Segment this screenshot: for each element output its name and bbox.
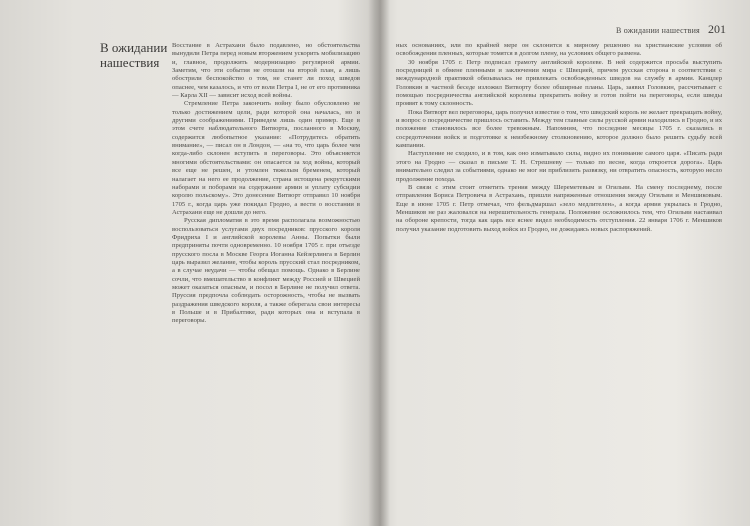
- page-number: 201: [708, 22, 726, 36]
- paragraph: Стремление Петра закончить войну было обусловлено не только достижением цели, ради которой она началась, но и другими соображениями. Приведем лишь один пример. Еще в этом счете наблюдательного Витворта, посланного в Москву, содержится любопытное указание: «Потрудитесь обратить внимание», — писал он в Лондон, — «на то, что царь более чем когда-либо склонен вступить в переговоры. Это объясняется многими обстоятельствами: он опасается за ход войны, который все еще не решен, и утомлен тяжелым бременем, который налагает на него ее продолжение, страна истощена рекрутскими наборами и поборами на содержание армии и уплату субсидии королю польскому». Это донесение Витворт отправил 10 ноября 1705 г., когда царь уже покидал Гродно, а вести о восстании в Астрахани еще не дошли до него.: [172, 100, 360, 216]
- paragraph: Русская дипломатия в это время располагала возможностью воспользоваться услугами двух посредников: прусского короля Фридриха I и английской королевы Анны. Попытки были предприняты почти одновременно. 10 ноября 1705 г. при отъезде прусского посла в Москве Георга Иоганна Кейзерлинга в Берлин царь выразил желание, чтобы король прусский стал посредником, а в случае неудачи — чтобы обещал помощь. Однако в Берлине сочли, что вмешательство в конфликт между Россией и Швецией может оказаться опасным, и посол в Берлине не получил ответа. Пруссия предпочла соблюдать осторожность, чтобы не вызвать раздражения шведского короля, а также оберегала свои интересы в Польше и в Прибалтике, ради которых она и вступала в переговоры.: [172, 217, 360, 325]
- paragraph: Наступление не сходило, и в том, как оно изматывало силы, видно их понимание самого царя. «Писать ради этого на Гродно — сказал в письме Т. Н. Стрешневу — только по весне, когда откроется дорога». Царь внимательно следил за событиями, однако не мог ни приблизить развязку, ни отвратить опасность, которую несло продолжение похода.: [396, 150, 722, 183]
- left-page: [0, 0, 372, 526]
- right-page: [386, 0, 750, 526]
- paragraph: Восстание в Астрахани было подавлено, но обстоятельства вынудили Петра перед новым вторжением ускорить мобилизацию и, главное, продолжить модернизацию регулярной армии. Заметим, что эти события не отошли на второй план, а лишь обострили беспокойство о том, не станет ли поход шведов опаснее, чем казалось, и что от воли Петра I, не от его противника — Карла XII — зависит исход всей войны.: [172, 42, 360, 100]
- right-text-column: [396, 42, 722, 522]
- paragraph: Пока Витворт вел переговоры, царь получил известие о том, что шведский король не желает прекращать войну, и вопрос о посредничестве пришлось оставить. Между тем главные силы русской армии находились в Гродно, и их положение становилось все более тревожным. Напомним, что последние месяцы 1705 г. сказались в сосредоточении войск и подготовке к неизбежному столкновению, которое должно было решить судьбу всей кампании.: [396, 108, 722, 150]
- paragraph: 30 ноября 1705 г. Петр подписал грамоту английской королеве. В ней содержится просьба выступить посредницей в обмене пленными и заключении мира с Швецией, причем русская сторона в соответствии с международной практикой обязывалась не привлекать освобожденных шведов на службу в армии. Канцлер Головкин в частной беседе изложил Витворту более обширные планы. Царь, заявил Головкин, рассчитывает с помощью посредничества английской королевы прекратить войну и готов пойти на переговоры, если шведы проявят к тому склонность.: [396, 58, 722, 108]
- paragraph: В связи с этим стоит отметить трения между Шереметевым и Огильви. На смену последнему, после отправления Бориса Петровича в Астрахань, пришли напряженные отношения между Огильви и Меншиковым. Еще в июне 1705 г. Петр отмечал, что фельдмаршал «зело медлителен», а когда армия укрылась в Гродно, Меншиков не раз жаловался на нерешительность генерала. Положение осложнилось тем, что Огильви настаивал на обороне крепости, тогда как царь все яснее видел необходимость отступления. 22 января 1706 г. Меншиков получил указание подготовить выход войск из Гродно, не дожидаясь новых распоряжений.: [396, 183, 722, 233]
- side-heading: В ожидании нашествия: [100, 40, 168, 70]
- running-head: В ожидании нашествия: [616, 26, 700, 35]
- left-text-column: [172, 42, 360, 520]
- paragraph: ных основаниях, или по крайней мере он склонится к мирному решению на христианские условия об освобождении пленных, которые томятся в долгом плену, на условиях общего размена.: [396, 42, 722, 58]
